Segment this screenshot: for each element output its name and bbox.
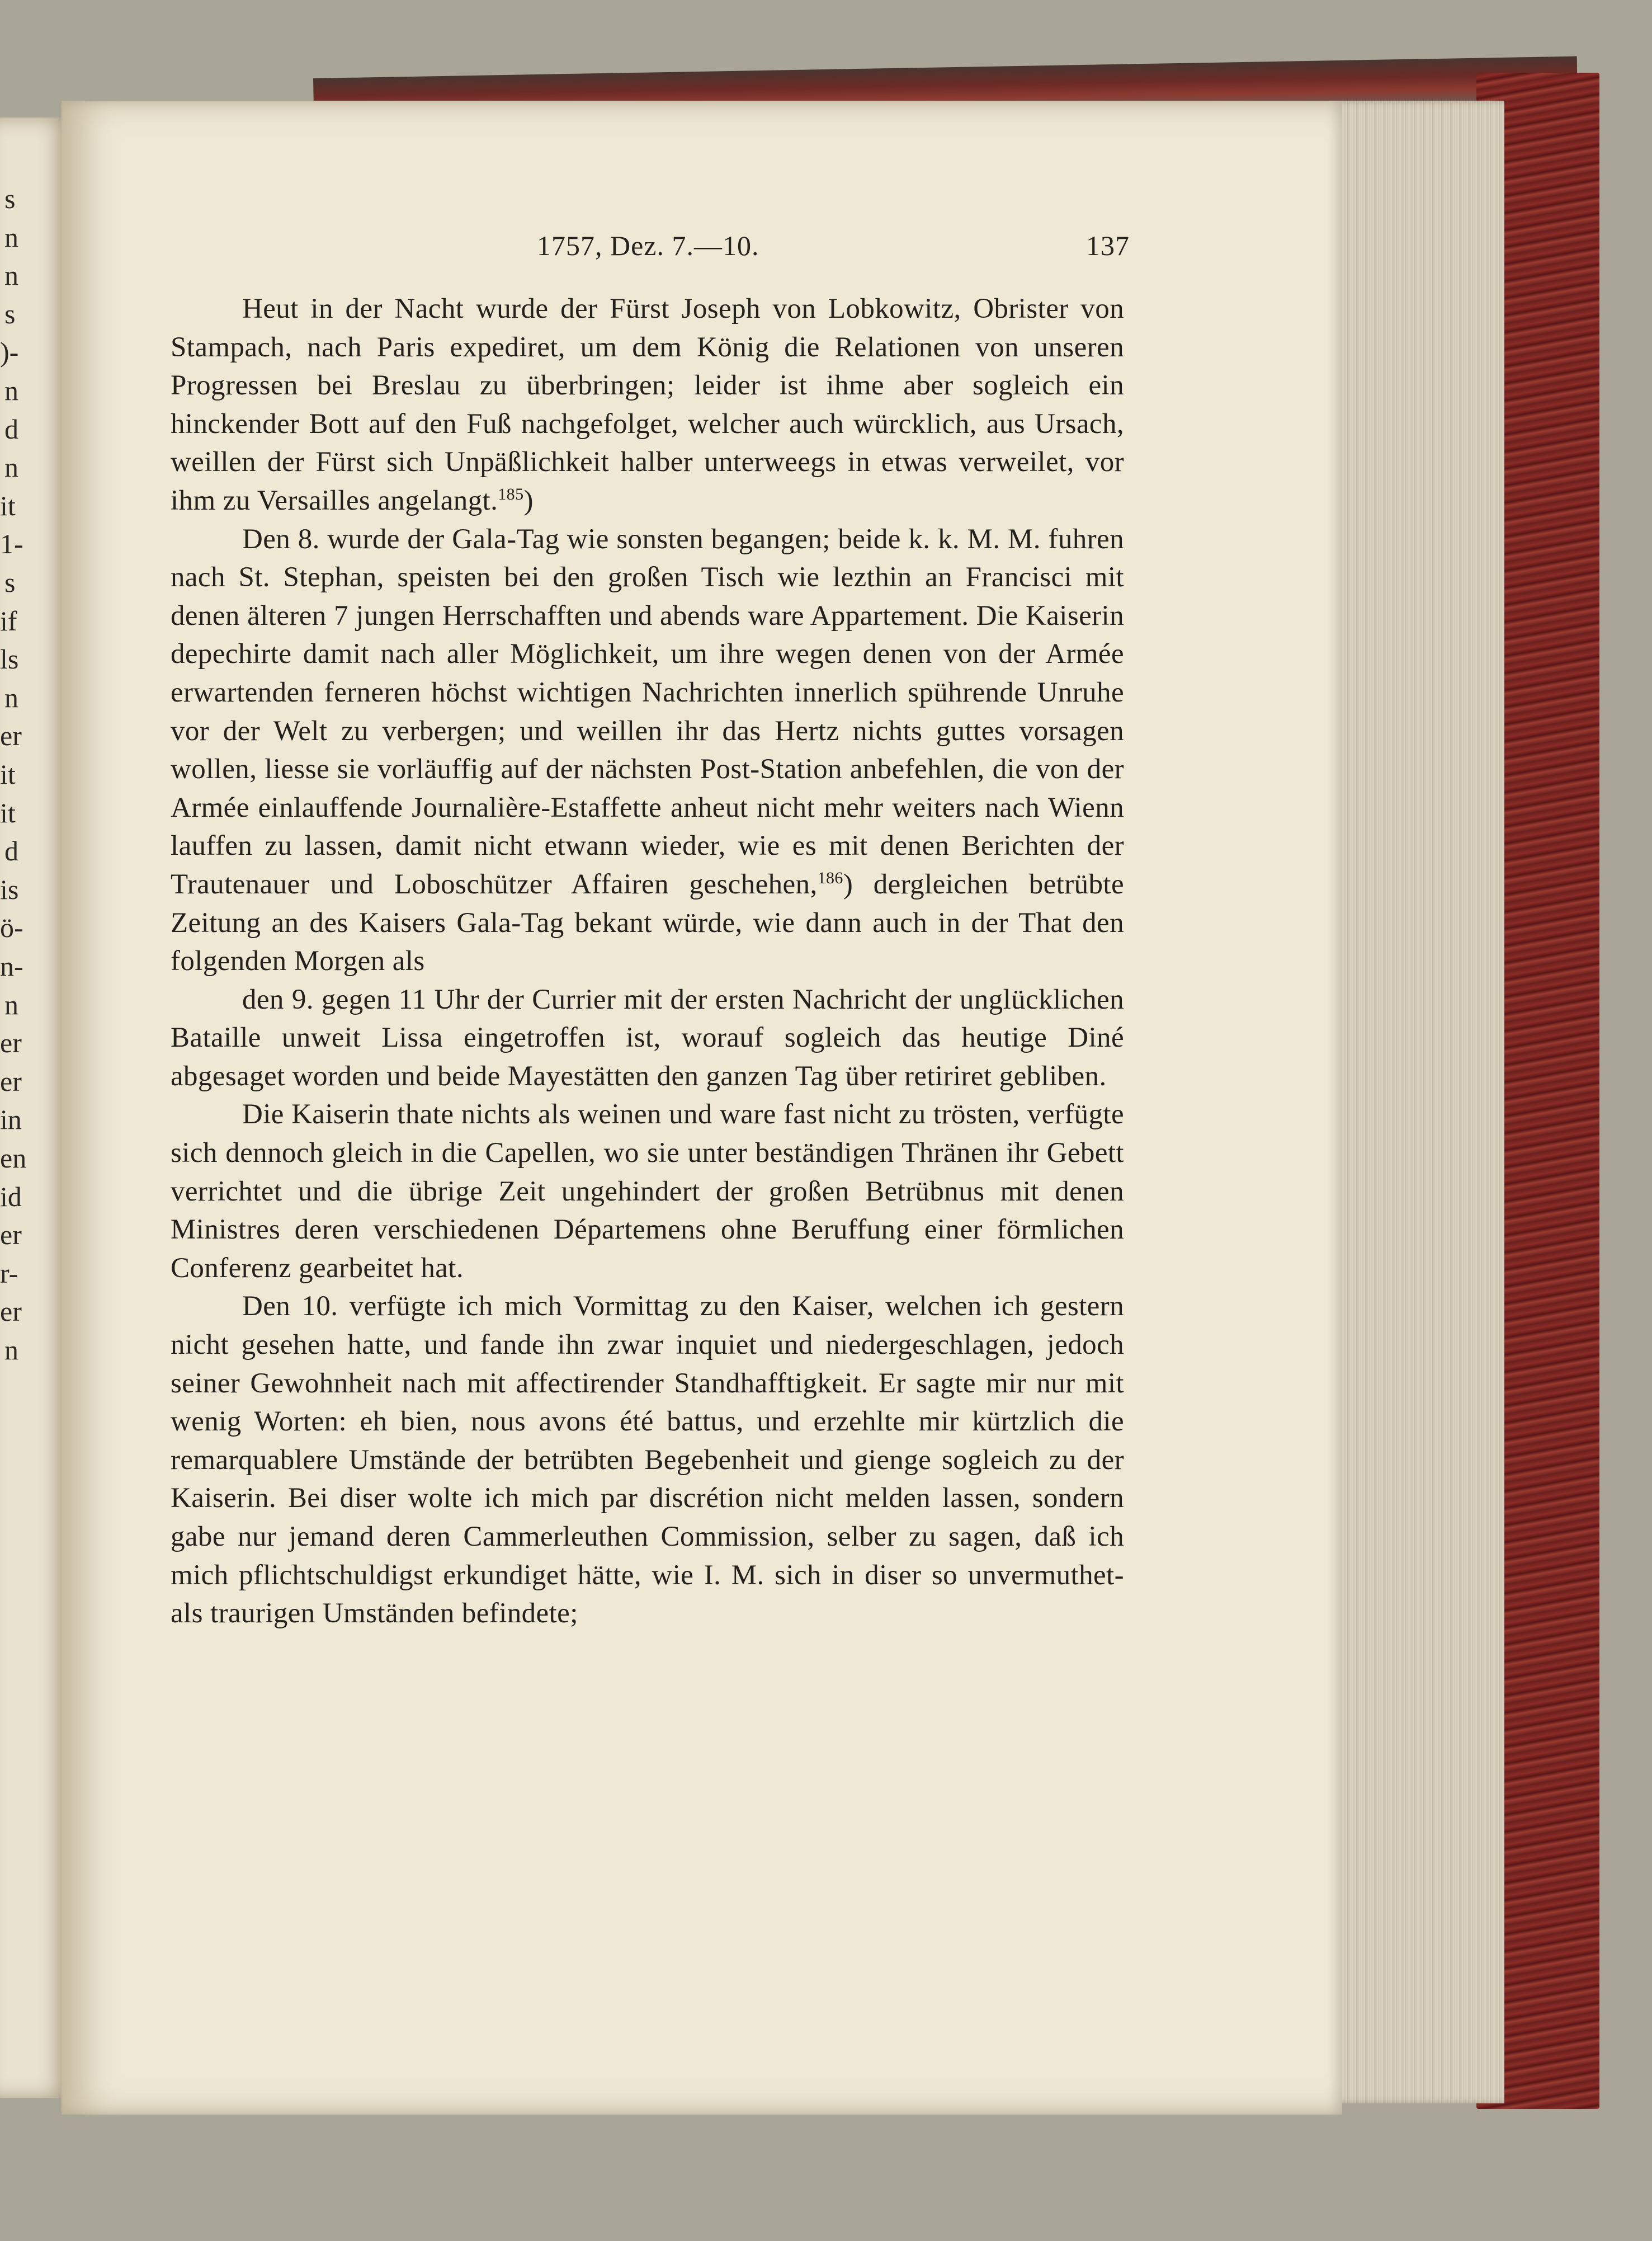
running-head-title: 1757, Dez. 7.—10. <box>537 230 759 261</box>
left-page-fragment: s <box>4 298 16 329</box>
left-page-fragment: n <box>4 260 18 291</box>
left-page-fragment: er <box>0 1296 22 1327</box>
page-stack-edges <box>1325 101 1504 2103</box>
paragraph-text: Den 8. wurde der Gala-Tag wie sonsten begangen; beide k. k. M. M. fuhren nach St. Stephan, speisten bei den großen Tisch wie lezthin an Francisci mit denen älteren 7 jungen Herrschafften und abends ware Appartement. Die Kaiserin depechirte damit nach aller Möglichkeit, um ihre wegen denen von der Armée erwartenden ferneren höchst wichtigen Nachrichten innerlich spührende Unruhe vor der Welt zu verbergen; und weillen ihr das Hertz nichts guttes vorsagen wollen, liesse sie vorläuffig auf der nächsten Post-Station anbefehlen, die von der Armée einlauffende Journalière-Estaffette anheut nicht mehr weiters nach Wienn lauffen zu lassen, damit nicht etwann wieder, wie es mit denen Berichten der Trautenauer und Loboschützer Affairen geschehen, <box>171 523 1124 900</box>
left-page-fragment: n <box>4 1334 18 1366</box>
left-page-fragment: ö- <box>0 912 23 944</box>
left-page-fragment: er <box>0 1219 22 1251</box>
paragraph-text: Heut in der Nacht wurde der Fürst Joseph von Lobkowitz, Obrister von Stampach, nach Paris expediret, um dem König die Relationen von unseren Progressen bei Breslau zu überbringen; leider ist ihme aber sogleich ein hinckender Bott auf den Fuß nachgefolget, welcher auch würcklich, aus Ursach, weillen der Fürst sich Unpäßlichkeit halber unterweegs in etwas verweilet, vor ihm zu Versailles angelangt. <box>171 293 1124 516</box>
left-page-fragment: ls <box>0 643 19 675</box>
paragraph <box>171 290 1124 520</box>
left-page-fragment: in <box>0 1104 22 1136</box>
left-page-fragment: r- <box>0 1257 18 1289</box>
left-page-fragment: en <box>0 1142 27 1174</box>
left-page-fragment: n <box>4 681 18 713</box>
left-page-fragment: er <box>0 1065 22 1097</box>
paragraph <box>171 520 1124 981</box>
left-page-fragment: s <box>4 567 16 598</box>
left-page-fragment: 1- <box>0 528 23 560</box>
running-head <box>537 229 1130 269</box>
left-page-fragment: it <box>0 797 16 828</box>
paragraph: den 9. gegen 11 Uhr der Currier mit der ersten Nachricht der unglücklichen Bataille unweit Lissa eingetroffen ist, worauf sogleich das heutige Diné abgesaget worden und beide Mayestätten den ganzen Tag über retiriret gebliben. <box>171 983 1124 1092</box>
footnote-ref: 186 <box>817 868 843 887</box>
left-page-fragment: er <box>0 720 22 752</box>
left-page-fragment: id <box>0 1180 22 1212</box>
left-page-fragment: )- <box>0 336 19 368</box>
footnote-ref: 185 <box>498 484 524 503</box>
left-page-fragment: n <box>4 451 18 483</box>
page-number: 137 <box>1086 230 1130 261</box>
left-page-fragment: n <box>4 375 18 406</box>
paragraph-text: ) dergleichen betrübte Zeitung an des Kaisers Gala-Tag bekant würde, wie dann auch in der That den folgenden Morgen als <box>171 868 1124 977</box>
left-page-fragment: d <box>4 835 18 867</box>
left-page-fragment: er <box>0 1027 22 1059</box>
left-page-fragment: is <box>0 873 19 905</box>
left-page-fragment: n <box>4 221 18 253</box>
left-page-fragment: it <box>0 759 16 790</box>
paragraph: Den 10. verfügte ich mich Vormittag zu den Kaiser, welchen ich gestern nicht gesehen hatte, und fande ihn zwar inquiet und niedergeschlagen, jedoch seiner Gewohnheit nach mit affectirender Standhafftigkeit. Er sagte mir nur mit wenig Worten: eh bien, nous avons été battus, und erzehlte mir kürtzlich die remarquablere Umstände der betrübten Begebenheit und gienge sogleich zu der Kaiserin. Bei diser wolte ich mich par discrétion nicht melden lassen, sondern gabe nur jemand deren Cammerleuthen Commission, selber zu sagen, daß ich mich pflichtschuldigst erkundiget hätte, wie I. M. sich in diser so unvermuthet- als traurigen Umständen befindete; <box>171 1291 1124 1630</box>
left-page-fragment: n- <box>0 950 23 982</box>
left-page-fragment: s <box>4 183 16 214</box>
left-page-fragment: it <box>0 489 16 521</box>
left-page-fragment: if <box>0 605 17 637</box>
body-text <box>171 290 1124 1633</box>
paragraph-text: ) <box>523 484 534 516</box>
left-page-fragment: n <box>4 988 18 1020</box>
paragraph: Die Kaiserin thate nichts als weinen und ware fast nicht zu trösten, verfügte sich dennoch gleich in die Capellen, wo sie unter beständigen Thränen ihr Gebett verrichtet und die übrige Zeit ungehindert der großen Betrübnus mit denen Ministres deren verschiedenen Départemens ohne Beruffung einer förmlichen Conferenz gearbeitet hat. <box>171 1099 1124 1284</box>
left-page-fragment: d <box>4 413 18 445</box>
